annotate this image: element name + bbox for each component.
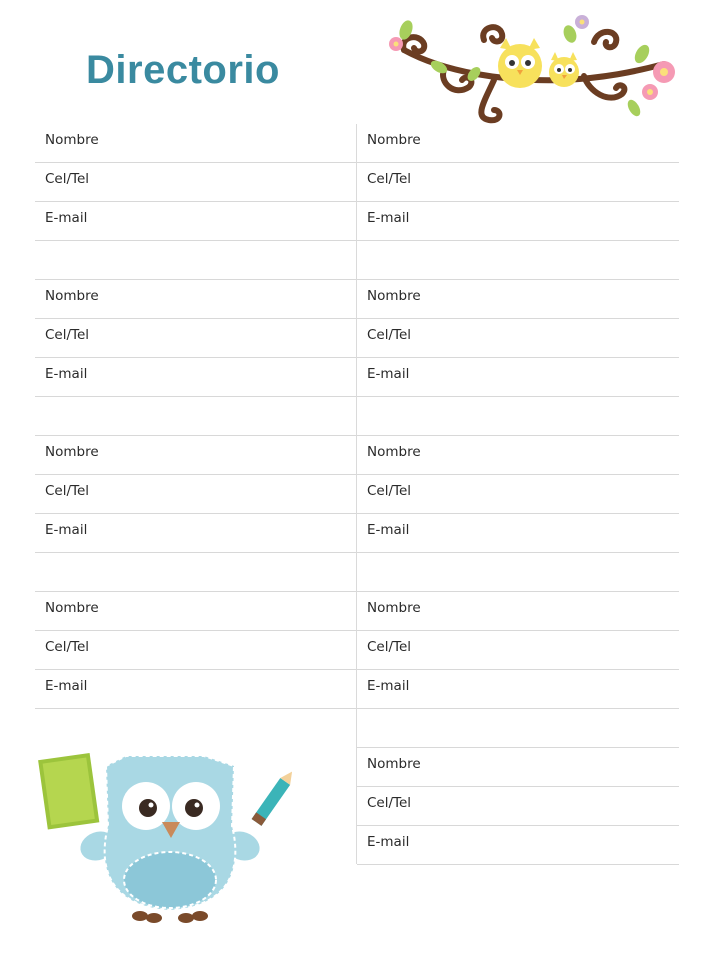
card-spacer <box>357 709 679 748</box>
phone-field[interactable]: Cel/Tel <box>35 475 356 514</box>
contact-card <box>357 592 679 748</box>
email-field[interactable]: E-mail <box>35 670 356 709</box>
card-spacer <box>35 397 356 436</box>
phone-field[interactable]: Cel/Tel <box>357 319 679 358</box>
contact-card <box>35 592 356 709</box>
card-spacer <box>357 241 679 280</box>
email-field[interactable]: E-mail <box>357 202 679 241</box>
contact-card <box>357 436 679 592</box>
owl-with-book-illustration <box>36 746 292 938</box>
name-field[interactable]: Nombre <box>35 280 356 319</box>
name-field[interactable]: Nombre <box>357 592 679 631</box>
email-field[interactable]: E-mail <box>35 514 356 553</box>
page-title <box>86 50 280 90</box>
contact-card <box>35 124 356 280</box>
contact-card <box>35 280 356 436</box>
card-spacer <box>35 241 356 280</box>
email-field[interactable]: E-mail <box>35 358 356 397</box>
name-field[interactable]: Nombre <box>35 124 356 163</box>
title-rest: irectorio <box>115 48 280 92</box>
email-field[interactable]: E-mail <box>357 826 679 865</box>
branch-owls-illustration <box>384 12 684 128</box>
card-spacer <box>357 397 679 436</box>
title-first-letter: D <box>86 48 116 92</box>
contact-card <box>35 436 356 592</box>
contact-card <box>357 124 679 280</box>
phone-field[interactable]: Cel/Tel <box>357 631 679 670</box>
phone-field[interactable]: Cel/Tel <box>357 163 679 202</box>
contacts-column-right <box>356 124 679 864</box>
email-field[interactable]: E-mail <box>35 202 356 241</box>
email-field[interactable]: E-mail <box>357 670 679 709</box>
phone-field[interactable]: Cel/Tel <box>35 631 356 670</box>
phone-field[interactable]: Cel/Tel <box>35 319 356 358</box>
name-field[interactable]: Nombre <box>357 280 679 319</box>
email-field[interactable]: E-mail <box>357 358 679 397</box>
name-field[interactable]: Nombre <box>357 748 679 787</box>
card-spacer <box>357 553 679 592</box>
name-field[interactable]: Nombre <box>357 436 679 475</box>
contact-card <box>357 280 679 436</box>
phone-field[interactable]: Cel/Tel <box>357 475 679 514</box>
phone-field[interactable]: Cel/Tel <box>357 787 679 826</box>
phone-field[interactable]: Cel/Tel <box>35 163 356 202</box>
contacts-column-left <box>35 124 356 709</box>
contact-card <box>357 748 679 865</box>
name-field[interactable]: Nombre <box>357 124 679 163</box>
name-field[interactable]: Nombre <box>35 592 356 631</box>
card-spacer <box>35 553 356 592</box>
name-field[interactable]: Nombre <box>35 436 356 475</box>
email-field[interactable]: E-mail <box>357 514 679 553</box>
